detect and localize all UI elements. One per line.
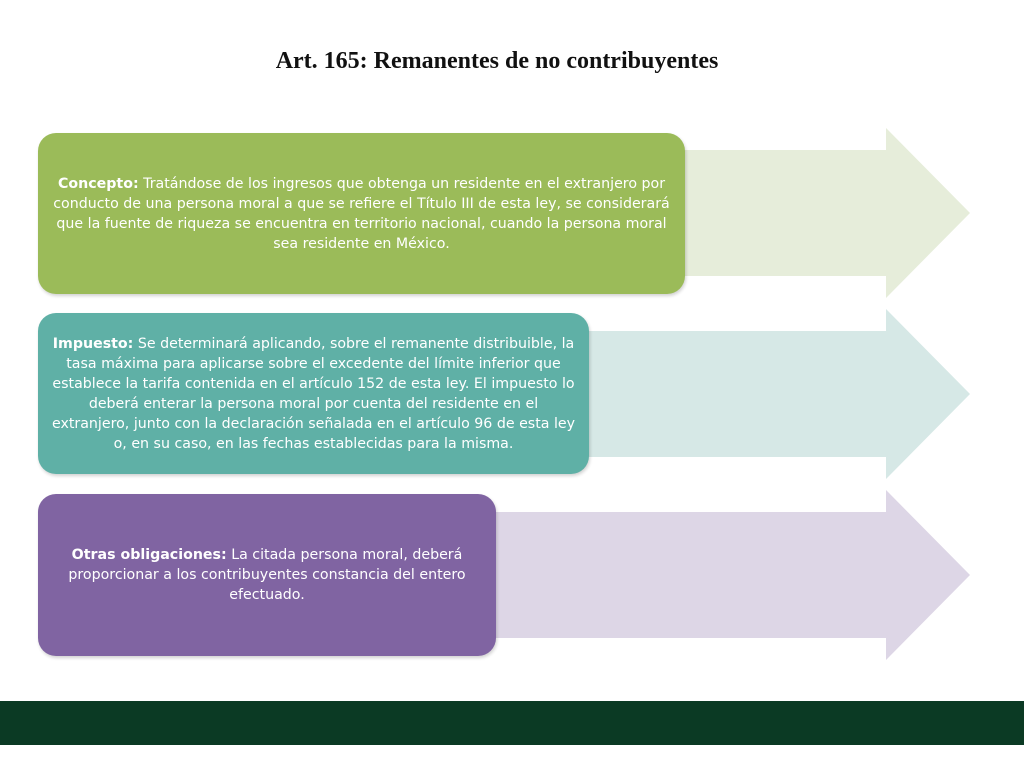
impuesto-label: Impuesto: (52, 335, 134, 352)
slide-title: Art. 165: Remanentes de no contribuyentes (275, 48, 719, 74)
box-impuesto (38, 313, 589, 474)
impuesto-text: Se determinará aplicando, sobre el remanente distribuible, la tasa máxima para aplicarse sobre el excedente del límite inferior que establece la tarifa contenida en el artículo 152 de esta ley. El impuesto lo deberá enterar la persona moral por cuenta del residente en el extranjero, junto con la declaración señalada en el artículo 96 de esta ley o, en su caso, en las fechas establecidas para la misma. (51, 335, 576, 452)
concepto-text: Tratándose de los ingresos que obtenga un residente en el extranjero por conducto de una persona moral a que se refiere el Título III de esta ley, se considerará que la fuente de riqueza se encuentra en territorio nacional, cuando la persona moral sea residente en México. (53, 175, 670, 252)
concepto-label: Concepto: (57, 175, 139, 192)
otras-label: Otras obligaciones: (71, 547, 227, 563)
footer-bar (0, 701, 1024, 745)
otras-text: La citada persona moral, deberá proporcionar a los contribuyentes constancia del entero efectuado. (68, 547, 466, 603)
box-otras-obligaciones (38, 494, 496, 656)
box-concepto (38, 133, 685, 294)
